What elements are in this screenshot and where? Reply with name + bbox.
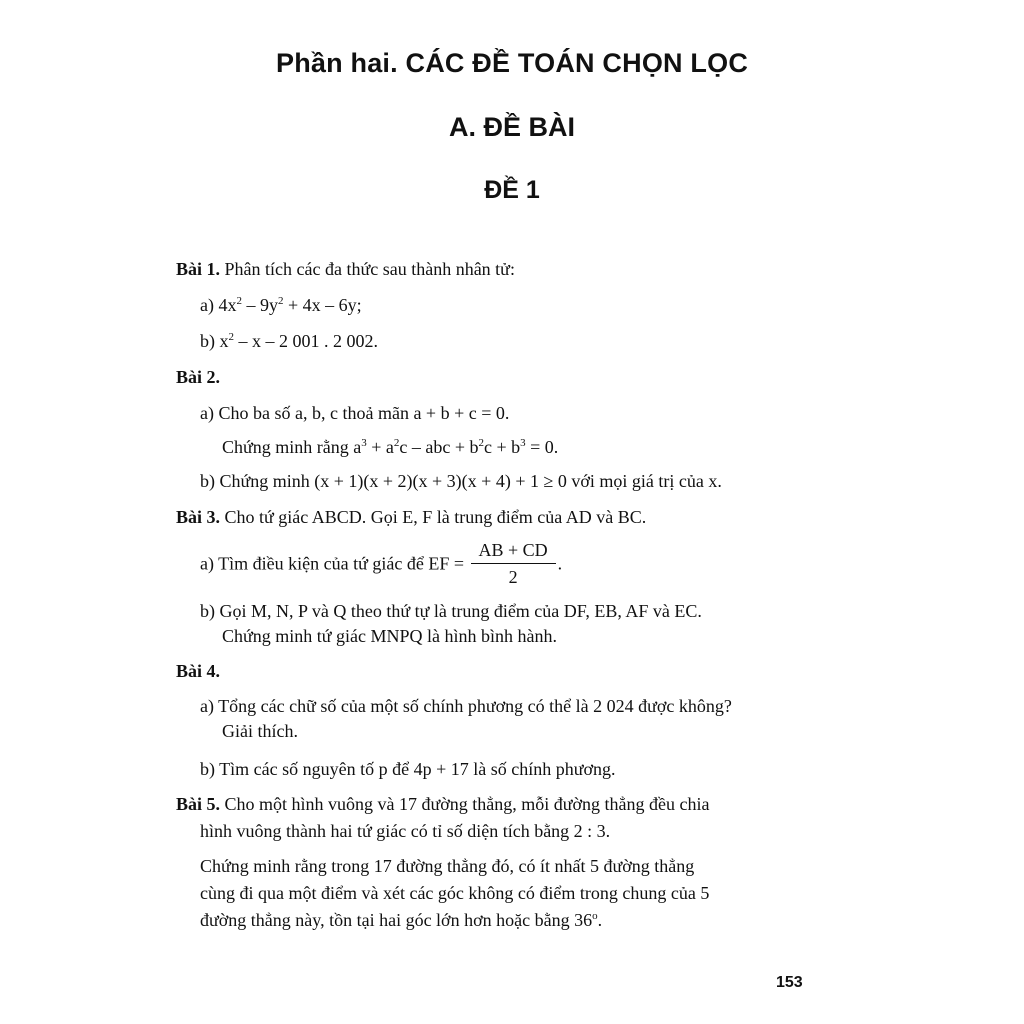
fraction-ab-cd-over-2: $\frac{AB + CD}{2}$ [471, 539, 556, 588]
problem-4b: b) Tìm các số nguyên tố p để 4p + 17 là số chính phương. [200, 759, 616, 779]
problem-1b: b) $x^2$ – x – 2 001 . 2 002. [200, 331, 378, 351]
problem-5-line1: Bài 5. Cho một hình vuông và 17 đường thẳng, mỗi đường thẳng đều chia [176, 794, 710, 814]
problem-5-para-line3: đường thẳng này, tồn tại hai góc lớn hơn hoặc bằng 36$^o$. [200, 910, 603, 930]
problem-1a: a) $4x^2 - 9y^2 + 4x - 6y$; [200, 295, 362, 315]
problem-2-label: Bài 2. [176, 367, 221, 387]
problem-4a-line1: a) Tổng các chữ số của một số chính phương có thể là 2 024 được không? [200, 696, 732, 716]
problem-2a-line1: a) Cho ba số a, b, c thoả mãn a + b + c = 0. [200, 403, 510, 423]
problem-1-statement [176, 258, 515, 280]
exam-heading: ĐỀ 1 [484, 176, 540, 204]
problem-4a-line2: Giải thích. [222, 721, 298, 741]
problem-5-para-line2: cùng đi qua một điểm và xét các góc không có điểm trong chung của 5 [200, 883, 710, 903]
problem-1-text: Phân tích các đa thức sau thành nhân tử: [224, 259, 515, 279]
problem-3a: a) Tìm điều kiện của tứ giác để EF = $\frac{AB + CD}{2}$ . [200, 540, 563, 587]
problem-3b-line2: Chứng minh tứ giác MNPQ là hình bình hành. [222, 626, 557, 646]
page-number: 153 [776, 974, 803, 991]
problem-3-text: Cho tứ giác ABCD. Gọi E, F là trung điểm của AD và BC. [224, 507, 647, 527]
problem-5-line2: hình vuông thành hai tứ giác có tỉ số diện tích bằng 2 : 3. [200, 821, 611, 841]
problem-4-label: Bài 4. [176, 661, 221, 681]
section-heading: A. ĐỀ BÀI [448, 112, 575, 142]
problem-2a-line2: Chứng minh rằng $a^3 + a^2c$ – abc + $b^2c + b^3 = 0$. [222, 437, 559, 457]
part-heading: Phần hai. CÁC ĐỀ TOÁN CHỌN LỌC [275, 48, 749, 78]
problem-3-statement [176, 506, 646, 528]
problem-2b: b) Chứng minh (x + 1)(x + 2)(x + 3)(x + 4) + 1 ≥ 0 với mọi giá trị của x. [200, 471, 722, 491]
problem-3b-line1: b) Gọi M, N, P và Q theo thứ tự là trung điểm của DF, EB, AF và EC. [200, 601, 702, 621]
problem-5-label: Bài 5. [176, 794, 221, 814]
problem-3-label: Bài 3. [176, 507, 221, 527]
problem-5-para-line1: Chứng minh rằng trong 17 đường thẳng đó, có ít nhất 5 đường thẳng [200, 856, 695, 876]
problem-1-label: Bài 1. [176, 259, 221, 279]
